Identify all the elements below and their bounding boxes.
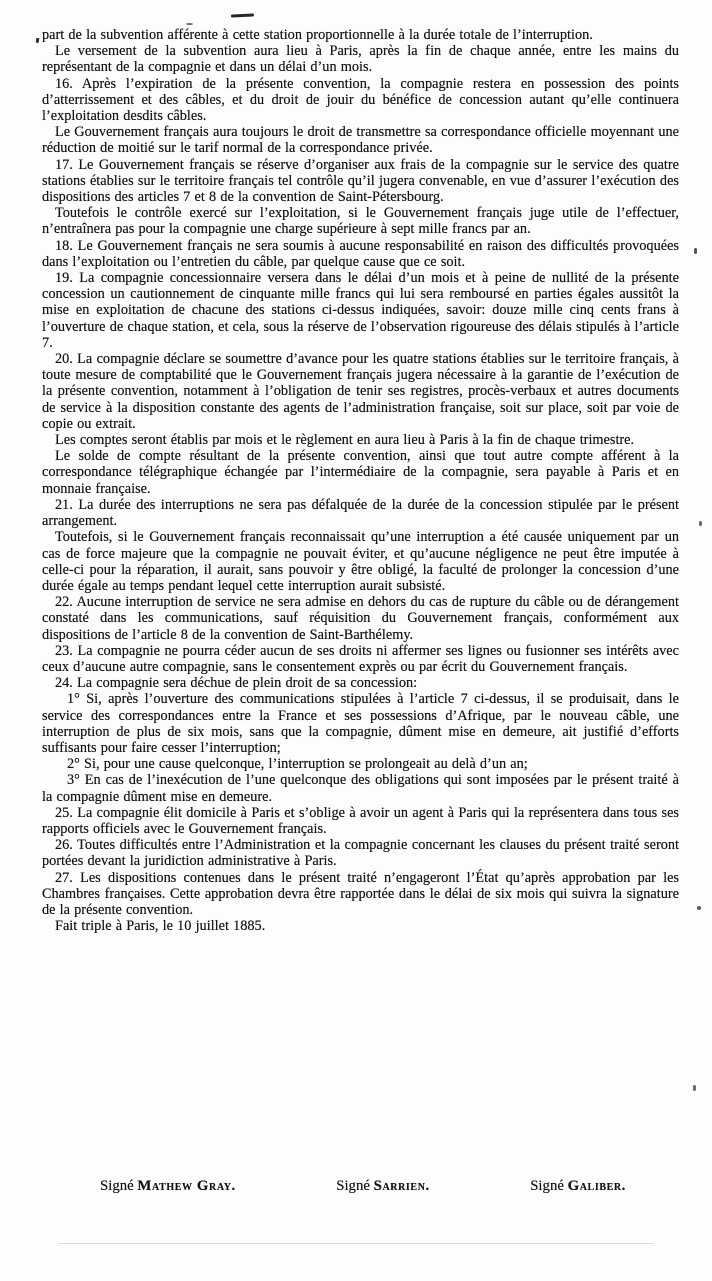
article-21-paragraph: 21. La durée des interruptions ne sera pas défalquée de la durée de la concession stipulée par le présent arrangement. (42, 496, 679, 530)
article-25-paragraph: 25. La compagnie élit domicile à Paris et s’oblige à avoir un agent à Paris qui la représentera dans tous ses rapports officiels avec le Gouvernement français. (42, 804, 679, 837)
signature-name: Mathew Gray. (137, 1178, 236, 1194)
signature-label: Signé (100, 1178, 134, 1194)
scan-artifact-speck (699, 521, 702, 526)
clause-2-paragraph: 2° Si, pour une cause quelconque, l’interruption se prolongeait au delà d’un an; (67, 756, 528, 773)
scan-artifact-line (58, 1243, 654, 1244)
document-text (42, 27, 679, 934)
article-24-paragraph: 24. La compagnie sera déchue de plein droit de sa concession: (55, 675, 418, 692)
article-26-paragraph: 26. Toutes difficultés entre l’Administration et la compagnie concernant les clauses du présent traité seront portées devant la juridiction administrative à Paris. (42, 837, 679, 870)
scan-artifact-speck (697, 906, 701, 910)
body-paragraph: Les comptes seront établis par mois et le règlement en aura lieu à Paris à la fin de chaque trimestre. (55, 432, 635, 449)
scan-artifact-speck (36, 38, 40, 43)
clause-1-paragraph: 1° Si, après l’ouverture des communications stipulées à l’article 7 ci-dessus, il se produisait, dans le service des correspondances entre la France et ses possessions d’Afrique, par le nouveau câble, une interruption de plus de six mois, sans que la compagnie, dûment mise en demeure, ait justifié d’efforts suffisants pour faire cesser l’interruption; (42, 691, 679, 756)
article-18-paragraph: 18. Le Gouvernement français ne sera soumis à aucune responsabilité en raison des difficultés provoquées dans l’exploitation ou l’entretien du câble, par quelque cause que ce soit. (42, 237, 679, 270)
article-23-paragraph: 23. La compagnie ne pourra céder aucun de ses droits ni affermer ses lignes ou fusionner ses intérêts avec ceux d’aucune autre compagnie, sans le consentement exprès ou par écrit du Gouvernement français. (42, 642, 679, 675)
article-22-paragraph: 22. Aucune interruption de service ne sera admise en dehors du cas de rupture du câble ou de dérangement constaté dans les communications, sauf réquisition du Gouvernement français, conformément aux dispositions de l’article 8 de la convention de Saint-Barthélemy. (42, 594, 679, 643)
body-paragraph: Toutefois, si le Gouvernement français reconnaissait qu’une interruption a été causée uniquement par un cas de force majeure que la compagnie ne pouvait éviter, et qu’aucune négligence ne peut être imputée à celle-ci pour la réparation, il aurait, sans pouvoir y être obligé, la faculté de prolonger la concession d’une durée égale au temps pendant lequel cette interruption aurait subsisté. (42, 529, 679, 594)
signature-name: Galiber. (567, 1178, 626, 1194)
scan-artifact-speck (694, 248, 697, 254)
article-17-paragraph: 17. Le Gouvernement français se réserve d’organiser aux frais de la compagnie sur le service des quatre stations établies sur le territoire français tel contrôle qu’il jugera convenable, en vue d’assurer l’exécution des dispositions des articles 7 et 8 de la convention de Saint-Pétersbourg. (42, 156, 679, 206)
scan-artifact-speck (186, 23, 193, 25)
article-27-paragraph: 27. Les dispositions contenues dans le présent traité n’engageront l’État qu’après approbation par les Chambres françaises. Cette approbation devra être rapportée dans le délai de six mois qui suivra la signature de la présente convention. (42, 869, 679, 918)
signature-name: Sarrien. (373, 1178, 430, 1194)
body-paragraph: Le versement de la subvention aura lieu à Paris, après la fin de chaque année, entre les mains du représentant de la compagnie et dans un délai d’un mois. (42, 43, 679, 76)
signature-galiber (530, 1178, 626, 1195)
body-paragraph: Le Gouvernement français aura toujours le droit de transmettre sa correspondance officielle moyennant une réduction de moitié sur le tarif normal de la correspondance privée. (42, 124, 679, 157)
article-16-paragraph: 16. Après l’expiration de la présente convention, la compagnie restera en possession des points d’atterrissement et des câbles, et du droit de jouir du bénéfice de concession autant qu’elle continuera l’exploitation desdits câbles. (42, 75, 679, 125)
signature-sarrien (336, 1178, 430, 1195)
scan-artifact-speck (693, 1085, 696, 1091)
article-20-paragraph: 20. La compagnie déclare se soumettre d’avance pour les quatre stations établies sur le territoire français, à toute mesure de comptabilité que le Gouvernement français jugera nécessaire à la garantie de l’exécution de la présente convention, notamment à l’obligation de tenir ses registres, procès-verbaux et autres documents de service à la disposition constante des agents de l’administration française, soit sur place, soit par voie de copie ou extrait. (42, 351, 679, 432)
signature-label: Signé (336, 1178, 370, 1194)
body-paragraph: Le solde de compte résultant de la présente convention, ainsi que tout autre compte afférent à la correspondance télégraphique échangée par l’intermédiaire de la compagnie, sera payable à Paris et en monnaie française. (42, 448, 679, 497)
clause-3-paragraph: 3° En cas de l’inexécution de l’une quelconque des obligations qui sont imposées par le présent traité à la compagnie dûment mise en demeure. (42, 772, 679, 805)
scan-artifact-dash (231, 13, 254, 17)
signature-label: Signé (530, 1178, 564, 1194)
signature-row (0, 1178, 712, 1195)
date-line: Fait triple à Paris, le 10 juillet 1885. (55, 918, 266, 935)
article-19-paragraph: 19. La compagnie concessionnaire versera dans le délai d’un mois et à peine de nullité de la présente concession un cautionnement de cinquante mille francs qui lui sera remboursé en parties égales aussitôt la mise en exploitation de chacune des stations ci-dessus indiquées, savoir: douze mille cinq cents frans à l’ouverture de chaque station, et cela, sous la réserve de l’observation rigoureuse des délais stipulés à l’article 7. (42, 270, 679, 351)
body-paragraph: Toutefois le contrôle exercé sur l’exploitation, si le Gouvernement français juge utile de l’effectuer, n’entraînera pas pour la compagnie une charge supérieure à sept mille francs par an. (42, 205, 679, 238)
signature-mathew-gray (100, 1178, 236, 1195)
continuation-paragraph: part de la subvention afférente à cette station proportionnelle à la durée totale de l’interruption. (42, 27, 593, 43)
